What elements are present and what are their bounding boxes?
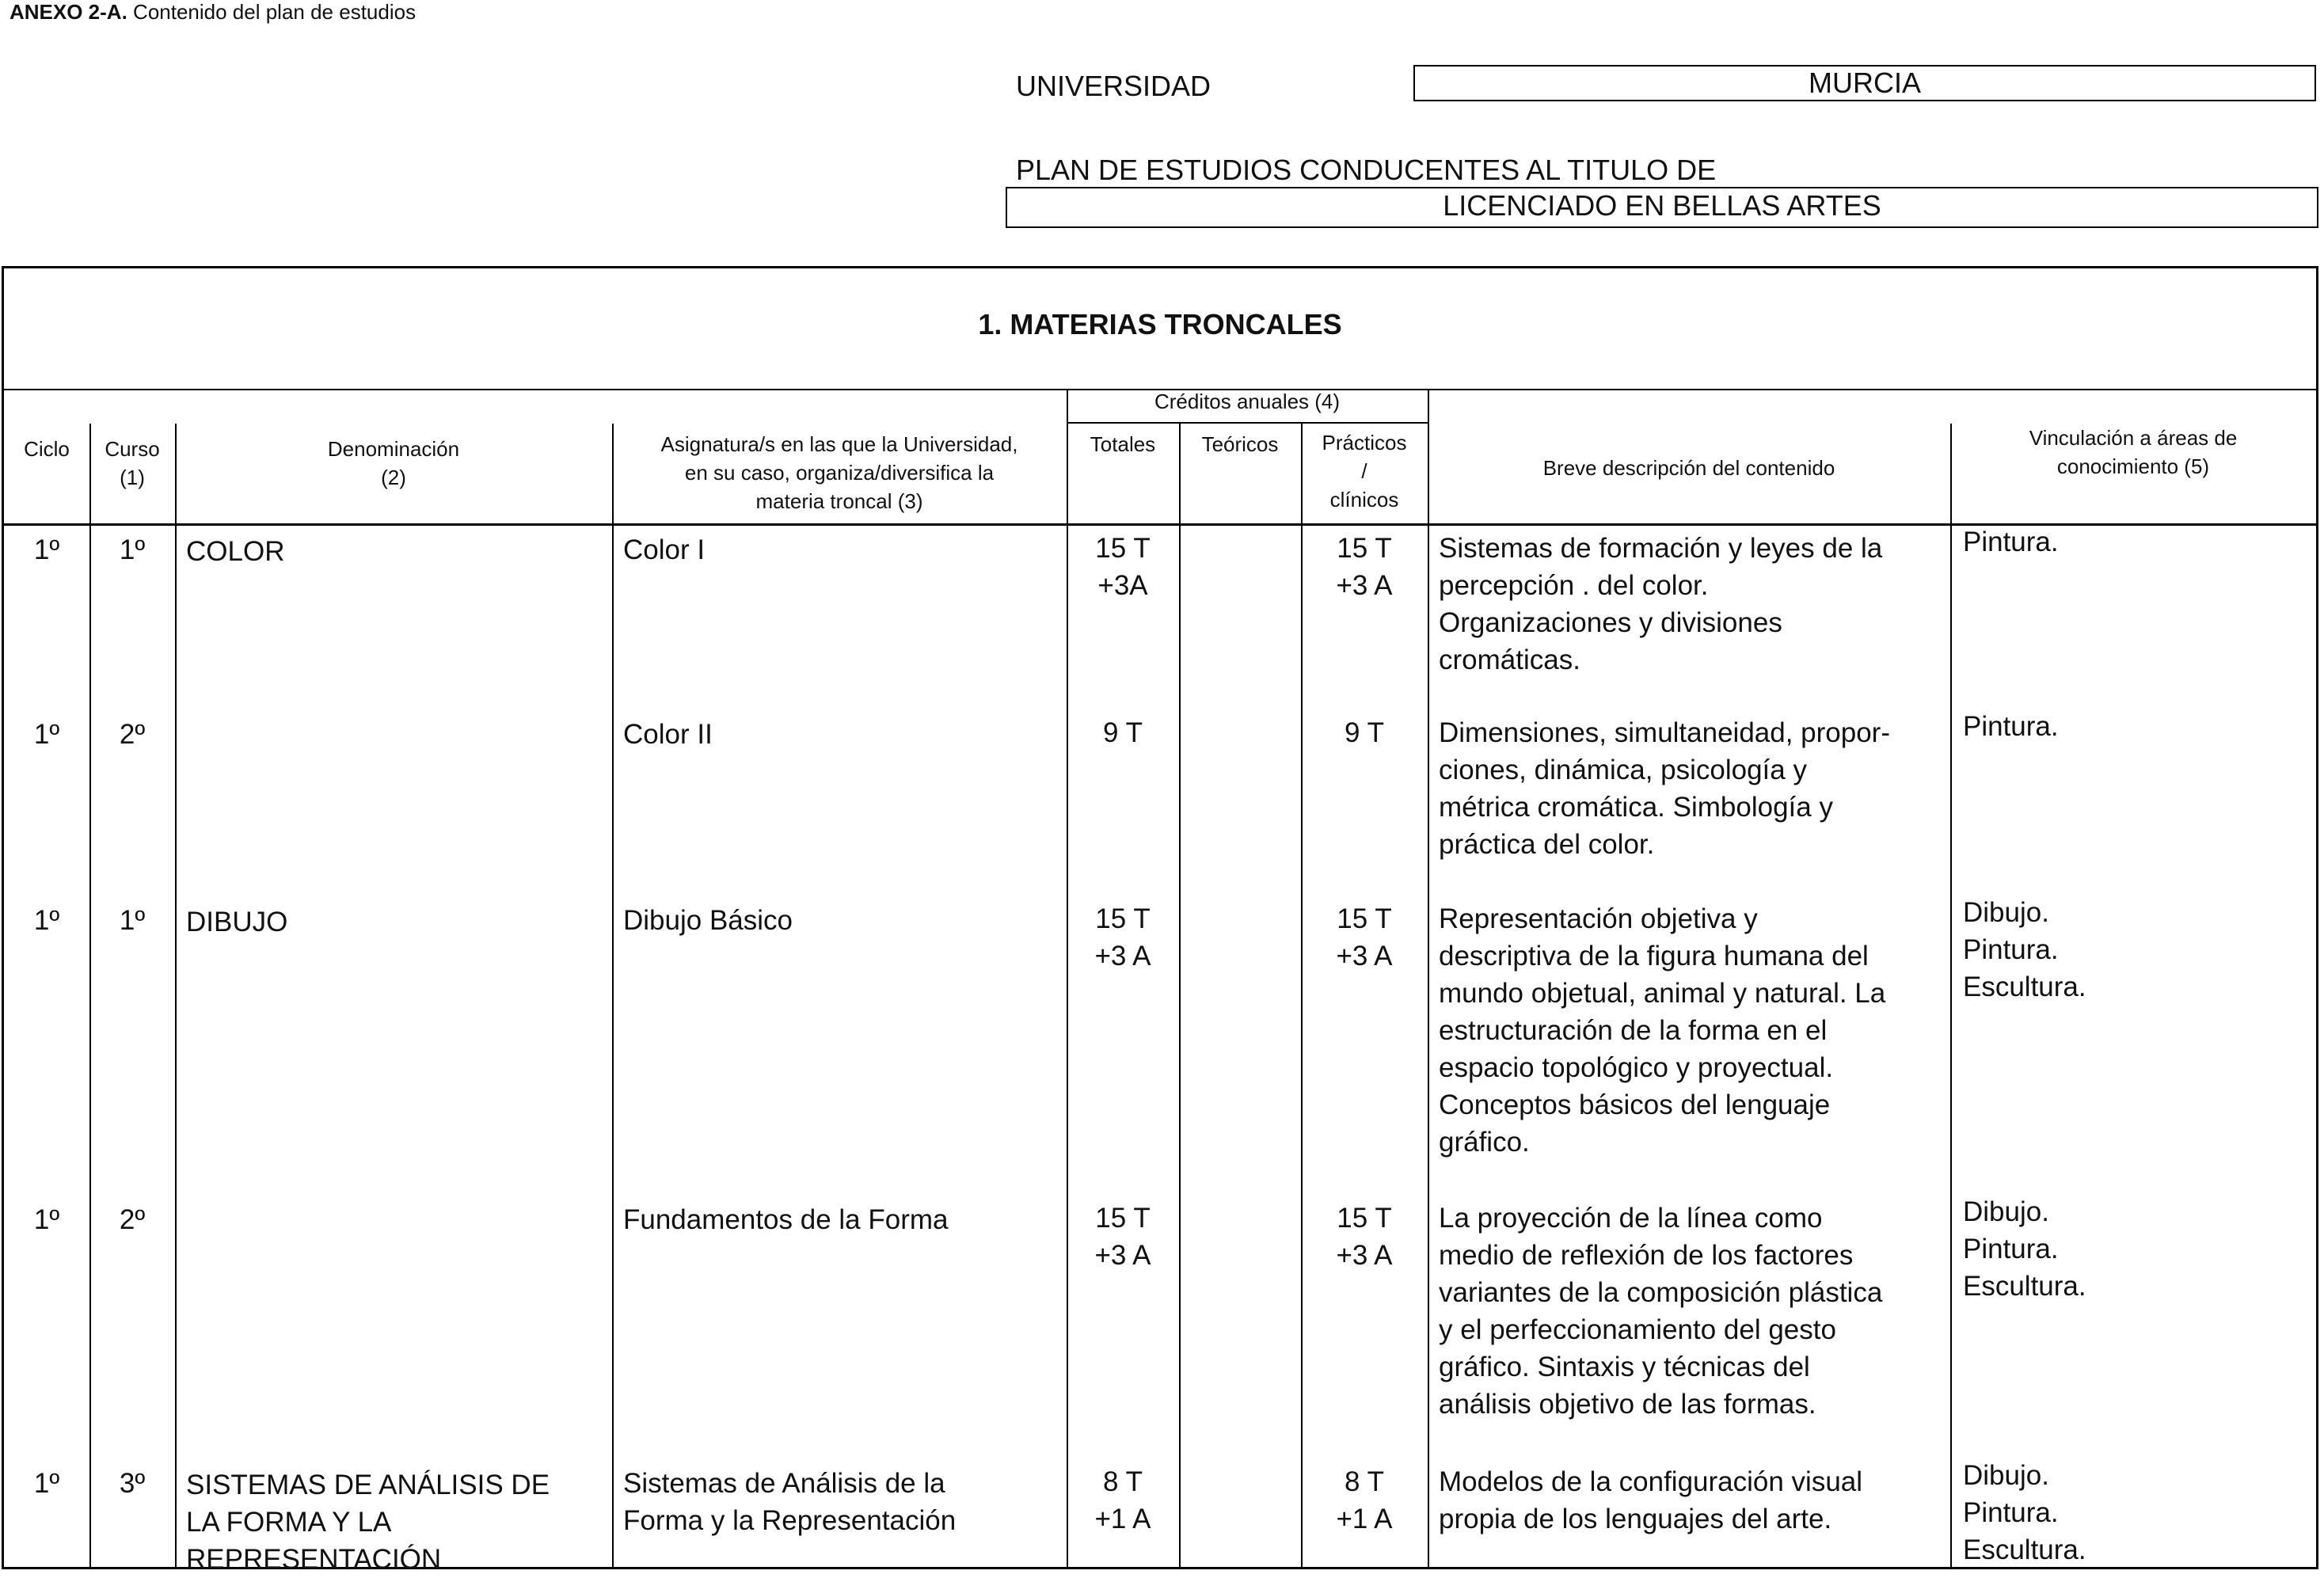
cell-line: SISTEMAS DE ANÁLISIS DE xyxy=(186,1470,550,1500)
credits-divider xyxy=(1067,422,1428,424)
col-divider-asignatura xyxy=(612,424,614,1567)
cell-ciclo xyxy=(4,1201,89,1238)
cell-line: Pintura. xyxy=(1963,1497,2059,1528)
annex-caption xyxy=(10,0,416,25)
cell-line: Dibujo Básico xyxy=(623,905,793,936)
cell-curso xyxy=(89,1465,175,1502)
cell-line: Fundamentos de la Forma xyxy=(623,1204,949,1235)
header-text: Prácticos xyxy=(1322,431,1407,454)
cell-line: +3 A xyxy=(1094,941,1151,972)
cell-line: 1º xyxy=(119,905,146,936)
cell-line: Organizaciones y divisiones xyxy=(1439,607,1782,638)
cell-asignatura xyxy=(623,716,1059,753)
cell-descripcion xyxy=(1439,1200,1941,1423)
header-text: Totales xyxy=(1090,432,1156,456)
cell-line: métrica cromática. Simbología y xyxy=(1439,792,1833,823)
table-title: 1. MATERIAS TRONCALES xyxy=(978,308,1342,340)
cell-line: Dibujo. xyxy=(1963,1460,2049,1491)
header-text: Curso xyxy=(105,437,160,461)
header-text: conocimiento (5) xyxy=(2056,454,2210,478)
col-header-curso xyxy=(89,435,175,492)
cell-totales xyxy=(1067,1463,1179,1538)
cell-line: cromáticas. xyxy=(1439,645,1580,675)
cell-practicos xyxy=(1301,1200,1428,1274)
cell-descripcion xyxy=(1439,714,1941,863)
cell-line: +3 A xyxy=(1336,941,1393,972)
cell-curso xyxy=(89,902,175,939)
cell-line: 8 T xyxy=(1345,1466,1384,1497)
col-header-areas xyxy=(1950,424,2316,481)
cell-descripcion xyxy=(1439,530,1941,679)
cell-line: Representación objetiva y xyxy=(1439,903,1758,934)
col-header-teoricos xyxy=(1179,430,1301,458)
cell-denominacion xyxy=(186,1466,606,1578)
cell-line: COLOR xyxy=(186,536,285,567)
col-header-denominacion xyxy=(175,435,612,492)
header-text: Asignatura/s en las que la Universidad, xyxy=(660,432,1018,456)
cell-line: Pintura. xyxy=(1963,711,2059,742)
col-divider-curso xyxy=(89,424,91,1567)
cell-line: percepción . del color. xyxy=(1439,570,1709,601)
cell-line: 1º xyxy=(33,534,60,565)
header-text: Ciclo xyxy=(24,437,70,461)
cell-line: Pintura. xyxy=(1963,527,2059,557)
header-text: en su caso, organiza/diversifica la xyxy=(684,461,995,485)
cell-line: propia de los lenguajes del arte. xyxy=(1439,1504,1832,1534)
cell-curso xyxy=(89,531,175,568)
cell-descripcion xyxy=(1439,1463,1941,1538)
cell-line: gráfico. Sintaxis y técnicas del xyxy=(1439,1352,1810,1382)
annex-text: Contenido del plan de estudios xyxy=(127,0,416,24)
cell-totales xyxy=(1067,714,1179,751)
col-header-totales xyxy=(1067,430,1179,458)
cell-line: mundo objetual, animal y natural. La xyxy=(1439,978,1886,1009)
cell-line: 1º xyxy=(33,1204,60,1235)
cell-totales xyxy=(1067,900,1179,975)
header-text: (2) xyxy=(381,466,406,489)
cell-totales xyxy=(1067,1200,1179,1274)
cell-line: DIBUJO xyxy=(186,907,288,937)
cell-descripcion xyxy=(1439,900,1941,1161)
cell-curso xyxy=(89,716,175,753)
col-header-practicos xyxy=(1301,428,1428,514)
cell-denominacion xyxy=(186,533,606,570)
cell-asignatura xyxy=(623,531,1059,568)
cell-line: +1 A xyxy=(1094,1504,1151,1534)
cell-line: Sistemas de Análisis de la xyxy=(623,1468,945,1499)
degree-title: LICENCIADO EN BELLAS ARTES xyxy=(1006,187,2318,228)
header-text: Denominación xyxy=(327,437,460,461)
col-header-descripcion xyxy=(1428,454,1950,482)
col-divider-descripcion xyxy=(1428,389,1429,1567)
cell-line: análisis objetivo de las formas. xyxy=(1439,1389,1816,1420)
cell-areas xyxy=(1963,1193,2311,1305)
cell-line: +3A xyxy=(1097,570,1148,601)
header-text: (1) xyxy=(120,466,145,489)
cell-line: Pintura. xyxy=(1963,934,2059,965)
annex-number: ANEXO 2-A. xyxy=(10,0,127,24)
university-value: MURCIA xyxy=(1413,65,2316,101)
cell-line: 3º xyxy=(119,1468,146,1499)
credits-group-header: Créditos anuales (4) xyxy=(1154,390,1341,413)
header-text: / xyxy=(1361,459,1367,483)
cell-line: Escultura. xyxy=(1963,1271,2086,1302)
cell-totales xyxy=(1067,530,1179,604)
cell-line: Modelos de la configuración visual xyxy=(1439,1466,1863,1497)
cell-line: 9 T xyxy=(1345,717,1384,748)
cell-line: 15 T xyxy=(1095,1203,1151,1234)
cell-line: 1º xyxy=(33,719,60,750)
cell-asignatura xyxy=(623,1201,1059,1238)
cell-line: 15 T xyxy=(1337,903,1392,934)
col-header-ciclo xyxy=(4,435,89,463)
header-text: Vinculación a áreas de xyxy=(2029,426,2238,450)
cell-line: LA FORMA Y LA xyxy=(186,1507,392,1538)
cell-line: 15 T xyxy=(1095,903,1151,934)
cell-line: Dibujo. xyxy=(1963,897,2049,928)
cell-line: +3 A xyxy=(1094,1240,1151,1271)
university-label: UNIVERSIDAD xyxy=(1016,70,1211,102)
cell-line: ciones, dinámica, psicología y xyxy=(1439,755,1807,785)
cell-line: descriptiva de la figura humana del xyxy=(1439,941,1869,972)
cell-ciclo xyxy=(4,716,89,753)
cell-areas xyxy=(1963,894,2311,1006)
cell-line: estructuración de la forma en el xyxy=(1439,1015,1828,1046)
cell-line: La proyección de la línea como xyxy=(1439,1203,1823,1234)
cell-line: Color II xyxy=(623,719,713,750)
cell-line: +3 A xyxy=(1336,570,1393,601)
col-divider-teoricos xyxy=(1179,424,1181,1567)
col-divider-areas xyxy=(1950,424,1952,1567)
col-divider-denominacion xyxy=(175,424,177,1567)
cell-curso xyxy=(89,1201,175,1238)
cell-line: práctica del color. xyxy=(1439,829,1655,860)
cell-ciclo xyxy=(4,1465,89,1502)
cell-line: Pintura. xyxy=(1963,1234,2059,1264)
cell-line: Escultura. xyxy=(1963,1534,2086,1565)
cell-practicos xyxy=(1301,714,1428,751)
cell-line: 1º xyxy=(33,905,60,936)
cell-areas xyxy=(1963,708,2311,745)
cell-line: 15 T xyxy=(1337,1203,1392,1234)
cell-line: Escultura. xyxy=(1963,972,2086,1002)
cell-practicos xyxy=(1301,1463,1428,1538)
cell-line: 1º xyxy=(119,534,146,565)
cell-ciclo xyxy=(4,902,89,939)
cell-line: espacio topológico y proyectual. xyxy=(1439,1052,1834,1083)
materias-table xyxy=(2,266,2318,1575)
cell-line: Sistemas de formación y leyes de la xyxy=(1439,533,1883,564)
cell-line: +3 A xyxy=(1336,1240,1393,1271)
cell-line: 8 T xyxy=(1103,1466,1143,1497)
cell-line: variantes de la composición plástica xyxy=(1439,1277,1883,1308)
cell-asignatura xyxy=(623,902,1059,939)
header-text: clínicos xyxy=(1329,488,1399,511)
cell-denominacion xyxy=(186,903,606,941)
cell-line: Color I xyxy=(623,534,706,565)
cell-line: 15 T xyxy=(1337,533,1392,564)
cell-line: 9 T xyxy=(1103,717,1143,748)
cell-line: y el perfeccionamiento del gesto xyxy=(1439,1314,1836,1345)
col-header-asignatura xyxy=(612,430,1067,515)
cell-line: +1 A xyxy=(1336,1504,1393,1534)
cell-ciclo xyxy=(4,531,89,568)
cell-line: Conceptos básicos del lenguaje xyxy=(1439,1089,1831,1120)
cell-line: 2º xyxy=(119,1204,146,1235)
plan-label: PLAN DE ESTUDIOS CONDUCENTES AL TITULO DE xyxy=(1016,154,1717,186)
cell-line: Dimensiones, simultaneidad, propor- xyxy=(1439,717,1890,748)
header-text: materia troncal (3) xyxy=(755,489,923,513)
cell-line: gráfico. xyxy=(1439,1127,1530,1158)
header-text: Teóricos xyxy=(1201,432,1279,456)
cell-line: Dibujo. xyxy=(1963,1196,2049,1227)
cell-line: medio de reflexión de los factores xyxy=(1439,1240,1854,1271)
cell-line: Forma y la Representación xyxy=(623,1505,957,1536)
cell-line: 15 T xyxy=(1095,533,1151,564)
cell-practicos xyxy=(1301,900,1428,975)
cell-line: 1º xyxy=(33,1468,60,1499)
cell-areas xyxy=(1963,523,2311,561)
cell-areas xyxy=(1963,1457,2311,1568)
header-text: Breve descripción del contenido xyxy=(1542,456,1835,480)
cell-line: REPRESENTACIÓN xyxy=(186,1544,442,1575)
cell-practicos xyxy=(1301,530,1428,604)
cell-asignatura xyxy=(623,1465,1059,1539)
cell-line: 2º xyxy=(119,719,146,750)
